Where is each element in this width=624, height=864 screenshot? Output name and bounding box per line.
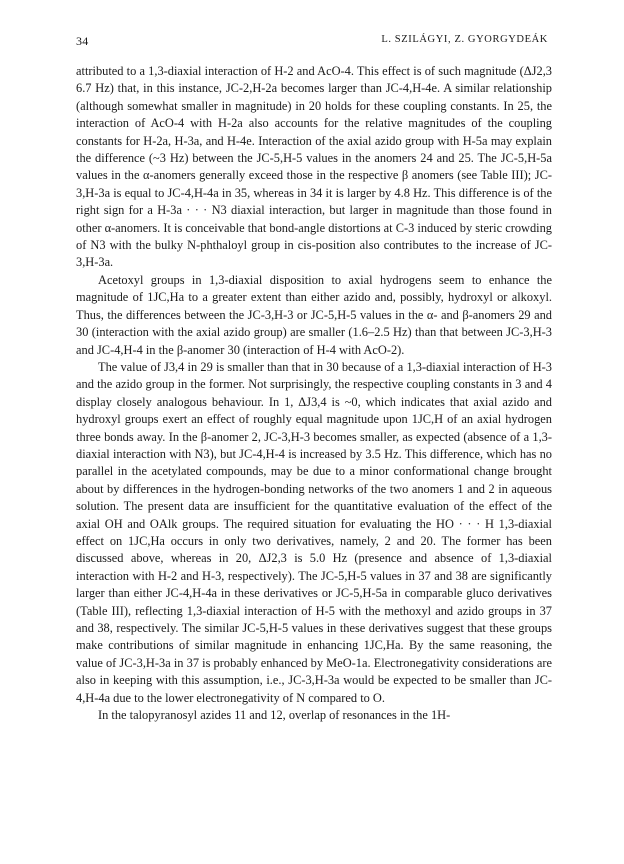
page-number: 34 xyxy=(76,34,89,48)
running-title: L. SZILÁGYI, Z. GYORGYDEÁK xyxy=(381,34,548,45)
paragraph-acetoxyl: Acetoxyl groups in 1,3-diaxial disposition to axial hydrogens seem to enhance the magnitude of 1JC,Ha to a greater extent than either azido and, possibly, hydroxyl or alkoxyl. Thus, the differences between the JC-3,H-3 or JC-5,H-5 values in the α- and β-anomers 29 and 30 (interaction with the axial azido group) are smaller (1.6–2.5 Hz) than that between JC-3,H-3 and JC-4,H-4 in the β-anomer 30 (interaction of H-4 with AcO-2). xyxy=(76,272,552,357)
paragraph-continued: attributed to a 1,3-diaxial interaction of H-2 and AcO-4. This effect is of such magnitude (ΔJ2,3 6.7 Hz) that, in this instance, JC-2,H-2a becomes larger than JC-4,H-4e. A similar relationship (although somewhat smaller in magnitude) in 20 holds for these coupling constants. In 25, the interaction of AcO-4 with H-2a also accounts for the relative magnitudes of the coupling constants for H-2a, H-3a, and H-4e. Interaction of the axial azido group with H-5a may explain the difference (~3 Hz) between the JC-5,H-5 values in the anomers 24 and 25. The JC-5,H-5a values in the α-anomers generally exceed those in the respective β anomers (see Table III); JC-3,H-3a is equal to JC-4,H-4a in 35, whereas in 34 it is larger by 4.8 Hz. This difference is of the right sign for a H-3a · · · N3 diaxial interaction, but larger in magnitude than those found in other α-anomers. It is conceivable that bond-angle distortions at C-3 induced by steric crowding of N3 with the bulky N-phthaloyl group in cis-position also contributes to the increase of JC-3,H-3a. xyxy=(76,64,552,270)
paragraph-j34: The value of J3,4 in 29 is smaller than that in 30 because of a 1,3-diaxial interaction of H-3 and the azido group in the former. Not surprisingly, the respective coupling constants in 3 and 4 display closely analogous behaviour. In 1, ΔJ3,4 is ~0, which indicates that axial azido and hydroxyl groups exert an effect of roughly equal magnitude upon 1JC,H of an axial hydrogen three bonds away. In the β-anomer 2, JC-3,H-3 becomes smaller, as expected (absence of a 1,3-diaxial interaction with N3), but JC-4,H-4 is increased by 3.5 Hz. This difference, which has no parallel in the acetylated compounds, may be due to a minor conformational change brought about by differences in the hydrogen-bonding networks of the two anomers 1 and 2 in aqueous solution. The present data are insufficient for the quantitative evaluation of the effect of the axial OH and OAlk groups. The required situation for evaluating the HO · · · H 1,3-diaxial effect on 1JC,Ha occurs in only two derivatives, namely, 2 and 20. The former has been discussed above, whereas in 20, ΔJ2,3 is 5.0 Hz (presence and absence of 1,3-diaxial interaction with H-2 and H-3, respectively). The JC-5,H-5 values in 37 and 38 are significantly larger than either JC-4,H-4a in these derivatives or JC-5,H-5a in comparable gluco derivatives (Table III), reflecting 1,3-diaxial interaction of H-5 with the methoxyl and azido groups in 37 and 38, respectively. The similar JC-5,H-5 values in these derivatives suggest that these groups make contributions of similar magnitude in enhancing 1JC,Ha. By the same reasoning, the value of JC-3,H-3a in 37 is probably enhanced by MeO-1a. Electronegativity considerations are also in keeping with this assumption, i.e., JC-3,H-3a would be expected to be smaller than JC-4,H-4a due to the lower electronegativity of N compared to O. xyxy=(76,359,552,705)
running-head xyxy=(76,34,548,50)
paragraph-talopyranosyl: In the talopyranosyl azides 11 and 12, overlap of resonances in the 1H- xyxy=(98,708,451,723)
body-text xyxy=(76,63,552,853)
